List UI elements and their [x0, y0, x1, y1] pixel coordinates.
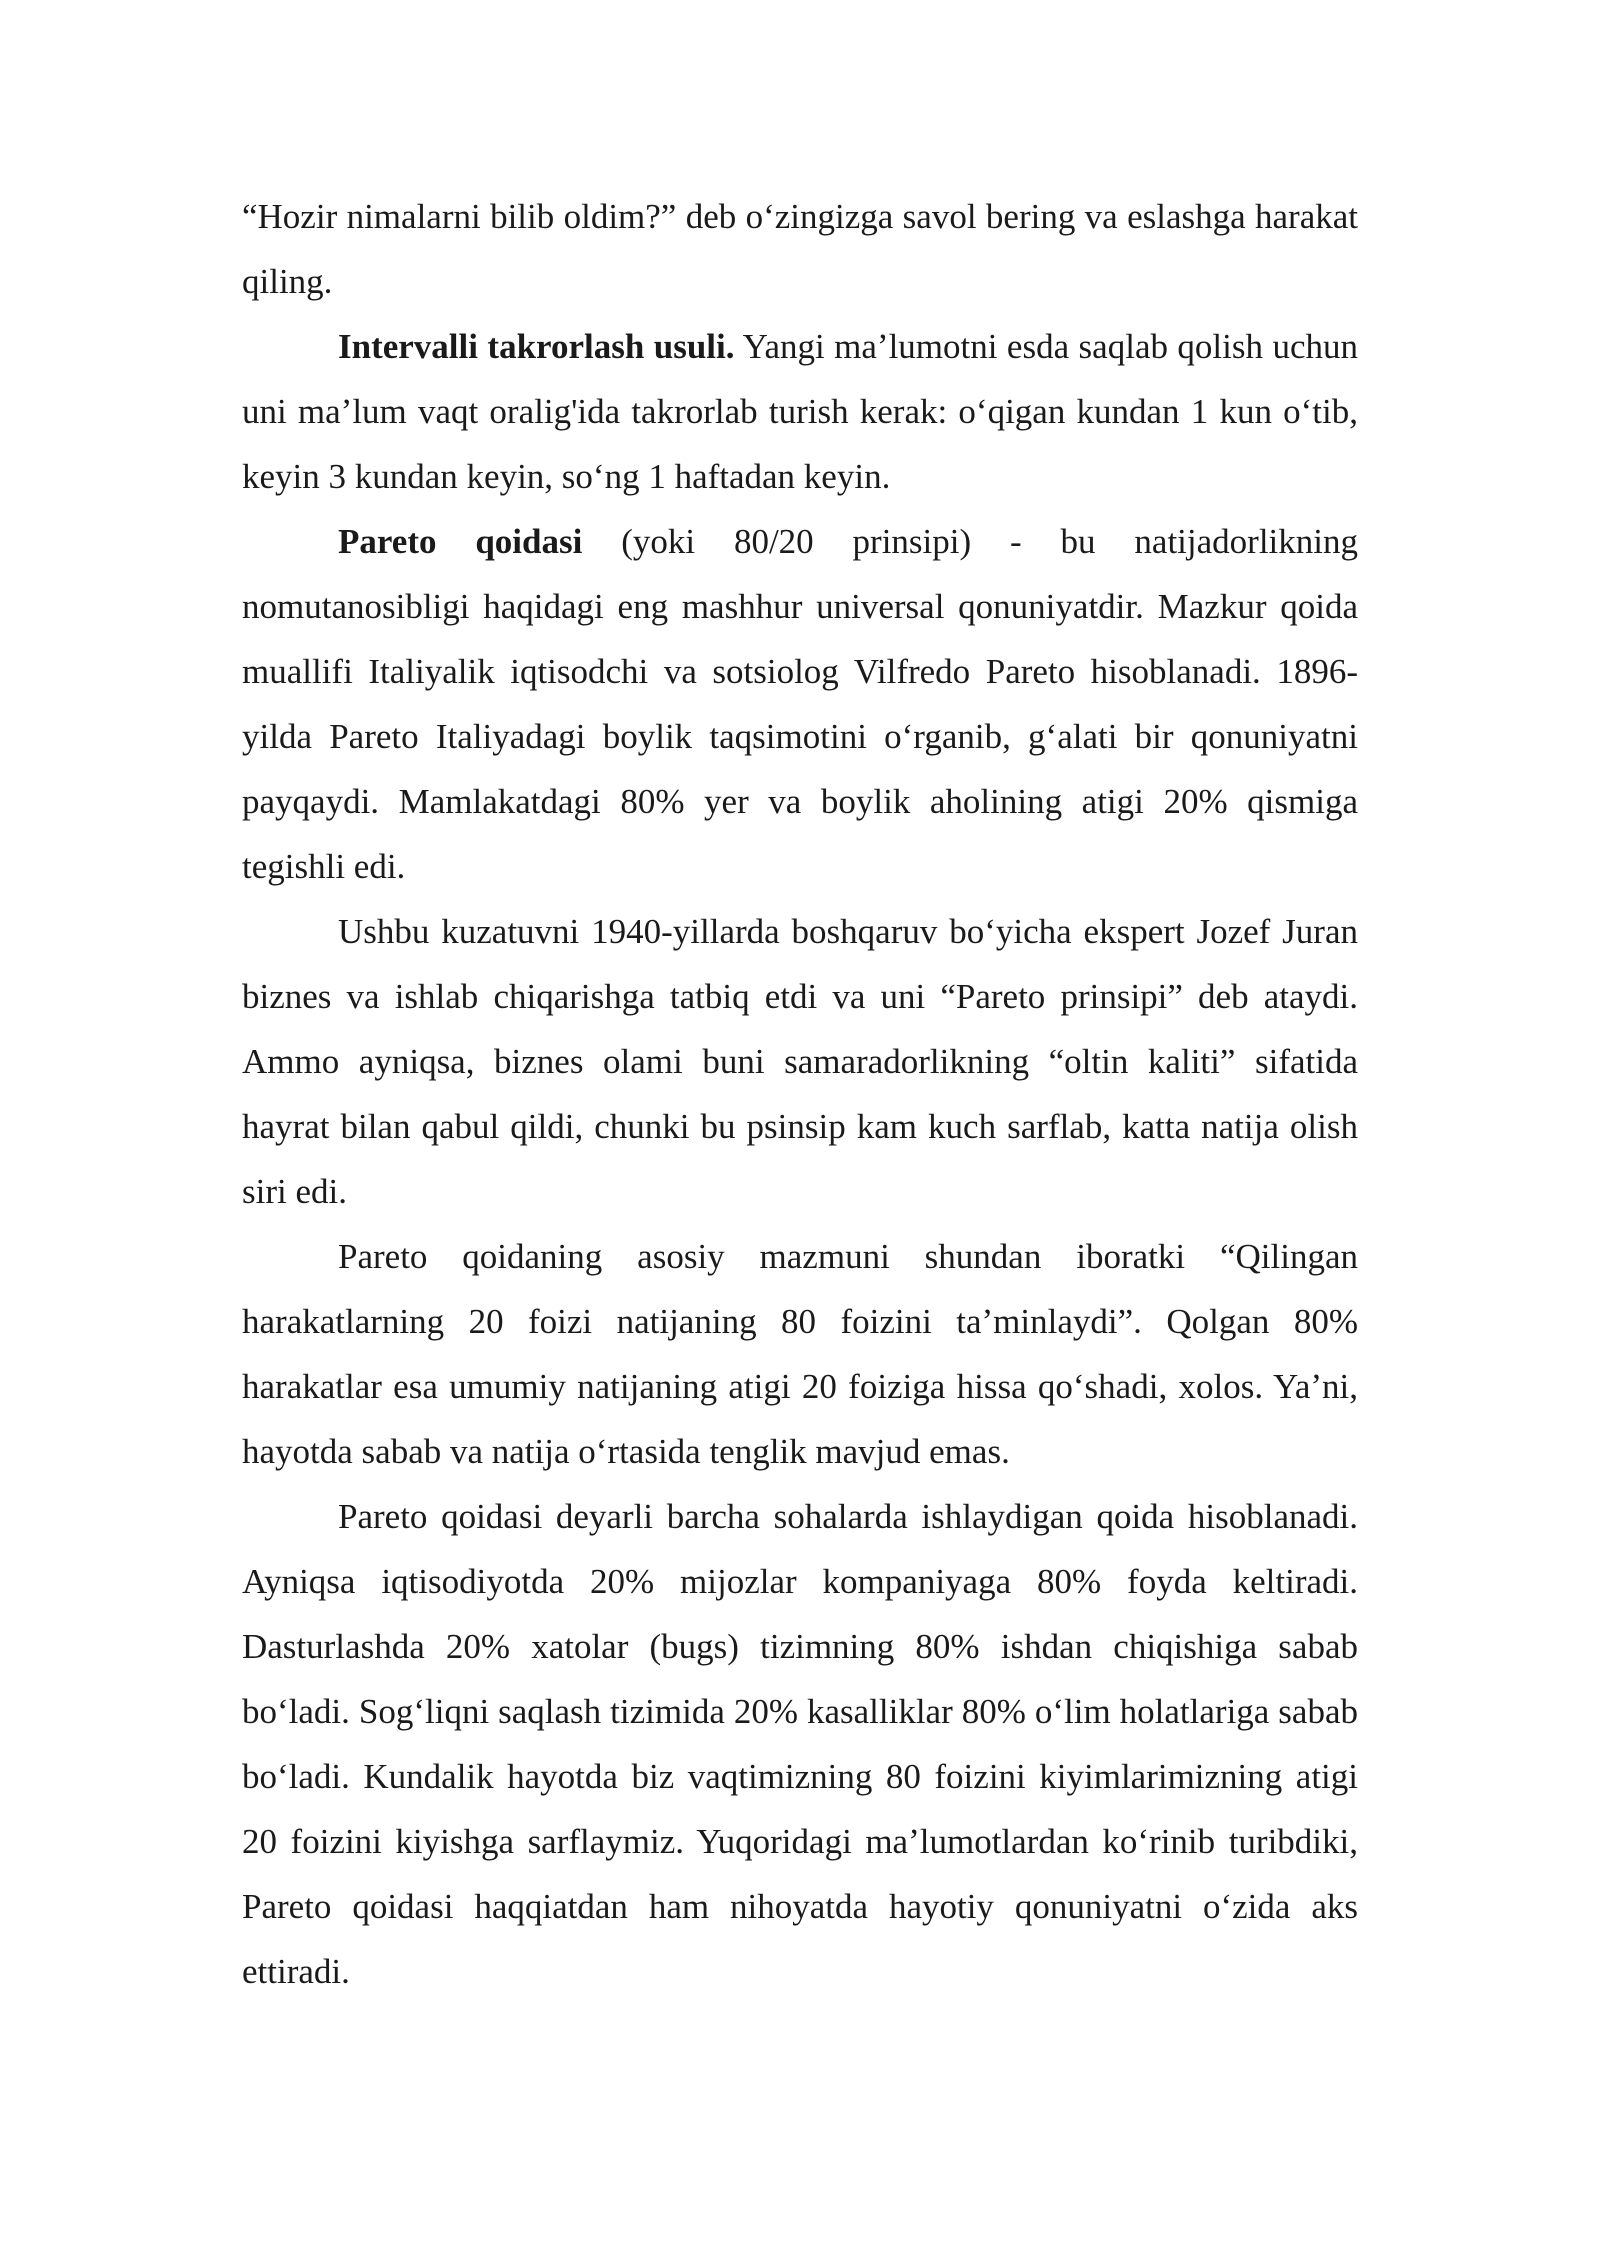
paragraph-pareto-essence	[242, 1224, 1358, 1484]
paragraph-juran	[242, 899, 1358, 1224]
paragraph-text: Pareto qoidasi deyarli barcha sohalarda ishlaydigan qoida hisoblanadi. Ayniqsa iqtisodiyotda 20% mijozlar kompaniyaga 80% foyda keltiradi. Dasturlashda 20% xatolar (bugs) tizimning 80% ishdan chiqishiga sabab boʻladi. Sogʻliqni saqlash tizimida 20% kasalliklar 80% oʻlim holatlariga sabab boʻladi. Kundalik hayotda biz vaqtimizning 80 foizini kiyimlarimizning atigi 20 foizini kiyishga sarflaymiz. Yuqoridagi maʼlumotlardan koʻrinib turibdiki, Pareto qoidasi haqqiatdan ham nihoyatda hayotiy qonuniyatni oʻzida aks ettiradi.	[242, 1497, 1358, 1991]
paragraph-text: (yoki 80/20 prinsipi) - bu natijadorlikning nomutanosibligi haqidagi eng mashhur universal qonuniyatdir. Mazkur qoida muallifi Italiyalik iqtisodchi va sotsiolog Vilfredo Pareto hisoblanadi. 1896-yilda Pareto Italiyadagi boylik taqsimotini oʻrganib, gʻalati bir qonuniyatni payqaydi. Mamlakatdagi 80% yer va boylik aholining atigi 20% qismiga tegishli edi.	[242, 522, 1358, 886]
paragraph-heading: Intervalli takrorlash usuli.	[338, 327, 735, 366]
paragraph-text: “Hozir nimalarni bilib oldim?” deb oʻzingizga savol bering va eslashga harakat qiling.	[242, 197, 1358, 301]
paragraph-text: Ushbu kuzatuvni 1940-yillarda boshqaruv boʻyicha ekspert Jozef Juran biznes va ishlab chiqarishga tatbiq etdi va uni “Pareto prinsipi” deb ataydi. Ammo ayniqsa, biznes olami buni samaradorlikning “oltin kaliti” sifatida hayrat bilan qabul qildi, chunki bu psinsip kam kuch sarflab, katta natija olish siri edi.	[242, 912, 1358, 1211]
paragraph-heading: Pareto qoidasi	[338, 522, 583, 561]
paragraph-interval-repetition	[242, 314, 1358, 509]
paragraph-pareto-rule	[242, 509, 1358, 899]
paragraph-continuation	[242, 184, 1358, 314]
document-body	[242, 184, 1358, 2004]
paragraph-pareto-examples	[242, 1484, 1358, 2004]
paragraph-text: Yangi maʼlumotni esda saqlab qolish uchun uni maʼlum vaqt oralig'ida takrorlab turish kerak: oʻqigan kundan 1 kun oʻtib, keyin 3 kundan keyin, soʻng 1 haftadan keyin.	[242, 327, 1358, 496]
paragraph-text: Pareto qoidaning asosiy mazmuni shundan iboratki “Qilingan harakatlarning 20 foizi natijaning 80 foizini taʼminlaydi”. Qolgan 80% harakatlar esa umumiy natijaning atigi 20 foiziga hissa qoʻshadi, xolos. Yaʼni, hayotda sabab va natija oʻrtasida tenglik mavjud emas.	[242, 1237, 1358, 1471]
